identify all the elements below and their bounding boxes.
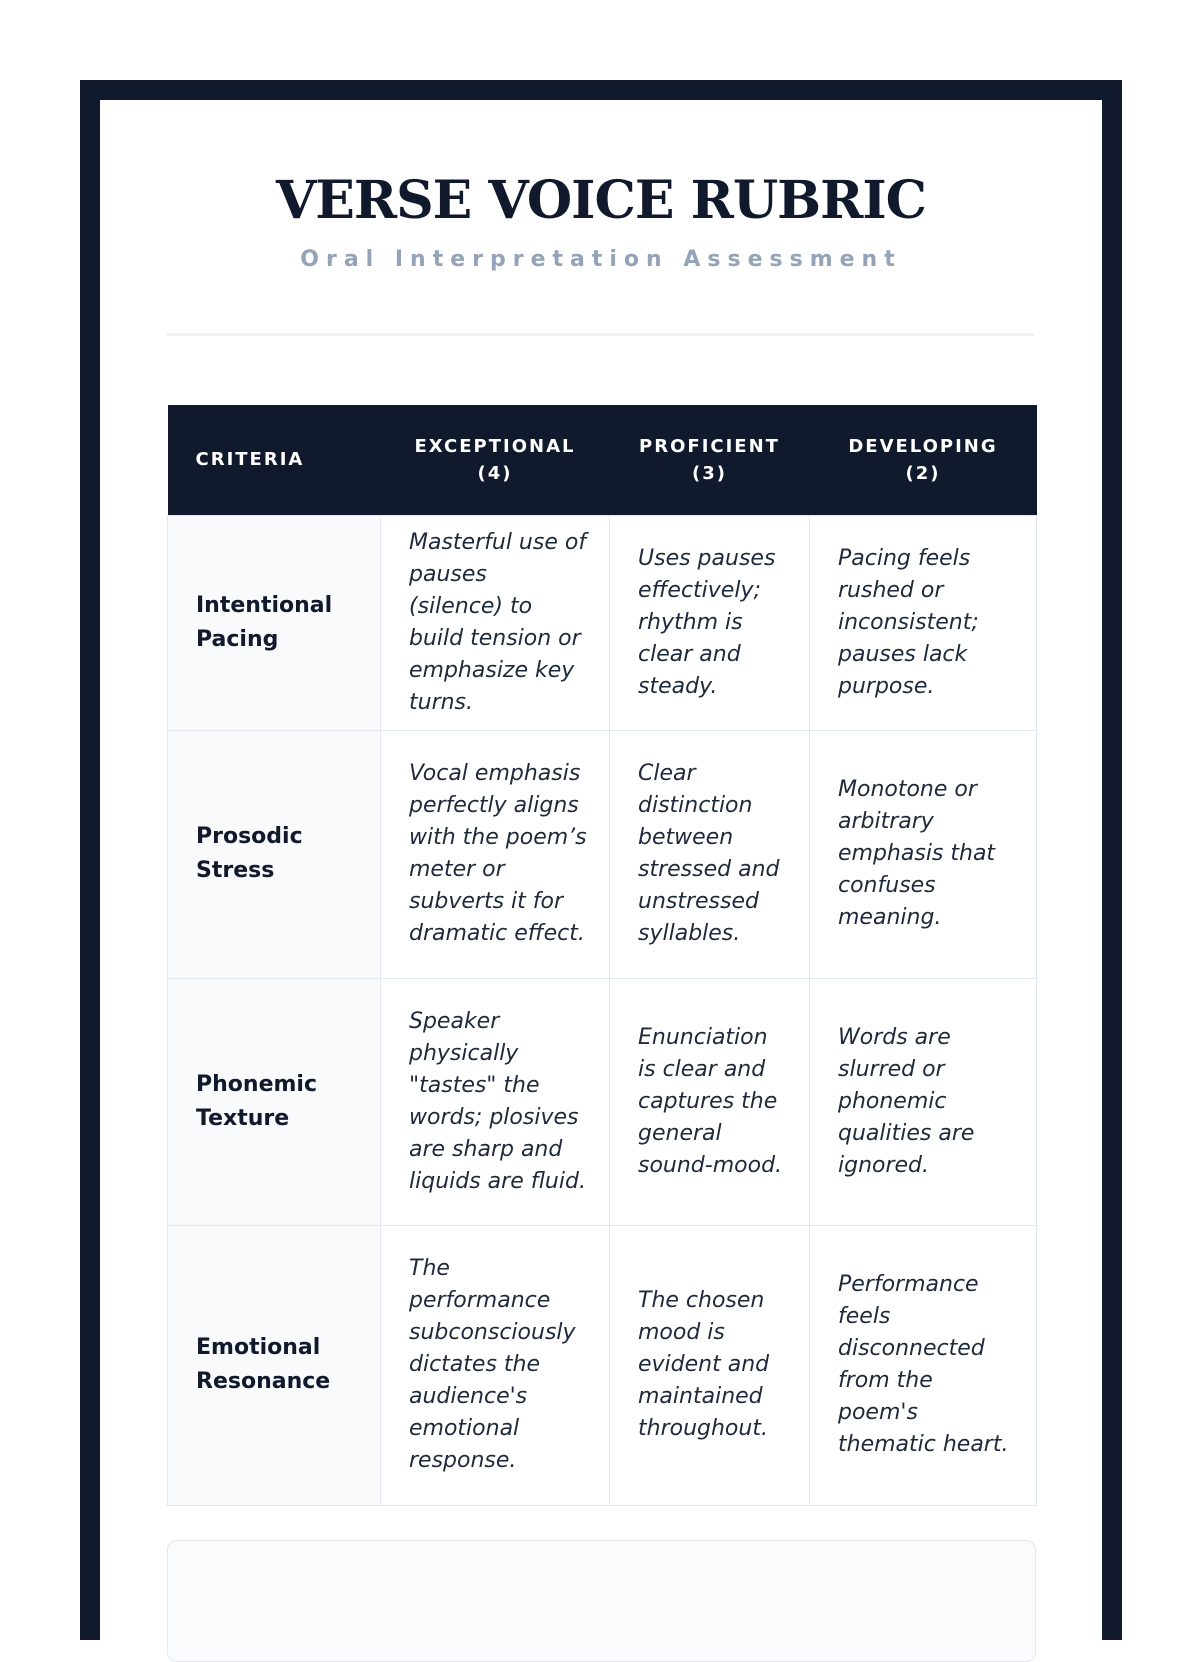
developing-cell: Monotone or arbitrary emphasis that confuses meaning. [810, 730, 1037, 978]
column-label: CRITERIA [195, 449, 305, 471]
column-score: (2) [905, 462, 941, 484]
proficient-cell: The chosen mood is evident and maintained throughout. [610, 1225, 810, 1505]
exceptional-cell: The performance subconsciously dictates the audience's emotional response. [381, 1225, 610, 1505]
table-row [168, 1225, 1037, 1505]
exceptional-cell: Vocal emphasis perfectly aligns with the poem’s meter or subverts it for dramatic effect. [381, 730, 610, 978]
criterion-cell: Prosodic Stress [168, 730, 381, 978]
column-score: (3) [692, 462, 727, 484]
proficient-cell: Uses pauses effectively; rhythm is clear and steady. [610, 515, 810, 730]
column-score: (4) [477, 462, 513, 484]
table-row [168, 730, 1037, 978]
table-row [168, 515, 1037, 730]
exceptional-cell: Speaker physically "tastes" the words; plosives are sharp and liquids are fluid. [381, 978, 610, 1225]
criterion-cell: Phonemic Texture [168, 978, 381, 1225]
table-header-row [168, 405, 1037, 515]
developing-cell: Pacing feels rushed or inconsistent; pauses lack purpose. [810, 515, 1037, 730]
header-divider [167, 333, 1035, 336]
criterion-cell: Intentional Pacing [168, 515, 381, 730]
rubric-card [100, 100, 1102, 1640]
notes-box [167, 1540, 1036, 1662]
developing-cell: Words are slurred or phonemic qualities are ignored. [810, 978, 1037, 1225]
column-label: EXCEPTIONAL [414, 435, 576, 457]
proficient-cell: Enunciation is clear and captures the general sound-mood. [610, 978, 810, 1225]
column-header-proficient [610, 405, 810, 515]
column-label: DEVELOPING [848, 435, 998, 457]
proficient-cell: Clear distinction between stressed and unstressed syllables. [610, 730, 810, 978]
column-header-criteria [168, 405, 381, 515]
column-header-developing [810, 405, 1037, 515]
table-row [168, 978, 1037, 1225]
exceptional-cell: Masterful use of pauses (silence) to build tension or emphasize key turns. [381, 515, 610, 730]
developing-cell: Performance feels disconnected from the poem's thematic heart. [810, 1225, 1037, 1505]
column-label: PROFICIENT [639, 435, 780, 457]
page-title: VERSE VOICE RUBRIC [275, 170, 927, 231]
rubric-table [167, 405, 1037, 1506]
page-frame [80, 80, 1122, 1640]
column-header-exceptional [381, 405, 610, 515]
page-subtitle: Oral Interpretation Assessment [300, 247, 902, 272]
criterion-cell: Emotional Resonance [168, 1225, 381, 1505]
